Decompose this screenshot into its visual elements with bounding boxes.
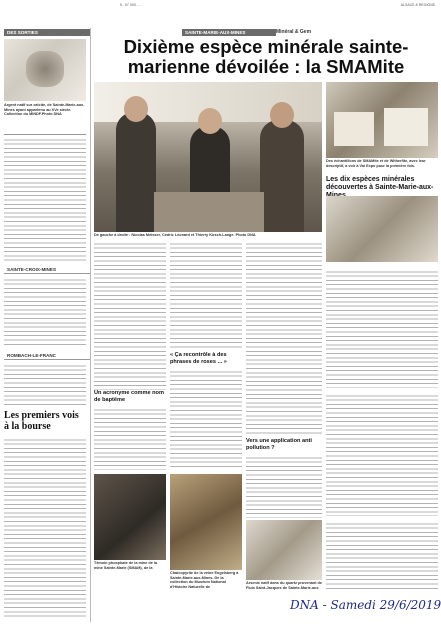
species-photo [326,196,438,262]
main-kicker: Minéral & Gem [276,29,312,35]
article-col-4 [326,392,438,516]
subhead-acronyme: Un acronyme comme nom de baptême [94,390,164,403]
section-sainte-croix: SAINTE-CROIX-MINES [4,266,90,274]
agenda-text-lines [4,136,86,262]
person-2-head [198,108,222,134]
specimen-card-2 [384,108,428,146]
agenda-text-lines-2 [4,276,86,348]
group-photo [94,82,322,232]
left-agenda-block-1 [4,130,86,262]
main-title [94,37,438,77]
group-photo-caption: De gauche à droite : Nicolas Meisser, Cédric Léonard et Thierry Kirsch-Lange. Photo DNA [94,233,256,237]
left-article-body [4,436,86,620]
species-box-title: Les dix espèces minérales découvertes à Sainte-Marie-aux- [326,176,434,191]
subhead-roses: « Ça recontrôle à des phrases de roses ... » [170,352,227,365]
article-col-1 [94,240,166,390]
article-col-2 [170,240,242,350]
mineral-specimen-shape [26,51,64,87]
bottom-photo-right [246,520,322,580]
bottom-photo-mid [170,474,242,570]
bottom-left-caption: Témoin phosphate de la mine de la mine Sainte-Marie (SMAM), de la [94,561,158,570]
subhead-pollution: Vers une application anti pollution ? [246,438,312,451]
specimens-photo [326,82,438,158]
person-3 [260,120,304,232]
bottom-photo-left [94,474,166,560]
left-rule [4,130,86,135]
display-table [154,192,264,232]
person-1 [116,112,156,232]
article-col-2b [170,368,242,470]
page-header-right: ALSACE & REGIONS [400,3,435,7]
left-headline: Les premiers vois à la bourse [4,410,79,432]
specimen-card-1 [334,112,374,146]
article-col-4b [326,520,438,590]
article-col-1b [94,406,166,470]
article-col-3b [246,454,322,518]
article-col-3 [246,240,322,436]
main-section-tag: SAINTE-MARIE-AUX-MINES [182,29,276,36]
species-list [326,268,438,388]
person-3-head [270,102,294,128]
person-1-head [124,96,148,122]
left-section-tag: DES SORTIES [4,29,90,36]
agenda-text-lines-3 [4,362,86,406]
bottom-right-caption: Arsenic natif dans du quartz provenant de Fluix Saint-Jacques de Sainte-Marie-aux [246,581,322,590]
section-rombach: ROMBACH-LE-FRANC [4,352,90,360]
column-divider [90,28,91,622]
specimens-photo-caption: Des échantillons de SMAMite et de Witherfite, avec leur descriptif, à voir à Val Expo pour la première fois. [326,159,426,168]
bottom-mid-caption: Chalcopyrite de la veine Engelsberg à Sainte-Marie-aux-Mines. De la collection du Muséum National d'Histoire Naturelle de [170,571,239,589]
handwritten-date-note: DNA - Samedi 29/6/2019 [290,598,441,612]
mineral-photo-left [4,39,86,101]
main-title-line1: Dixième espèce minérale sainte- [123,36,409,57]
left-photo-caption: Argent natif sur calcite, de Sainte-Marie-aux-Mines ayant appartenu au XVe siècle. Collection du MINDF.Photo DNA [4,103,85,116]
page-header-left: 5 - N° 000 - ... [120,3,142,7]
main-title-line2: marienne dévoilée : la SMAMite [127,56,405,77]
